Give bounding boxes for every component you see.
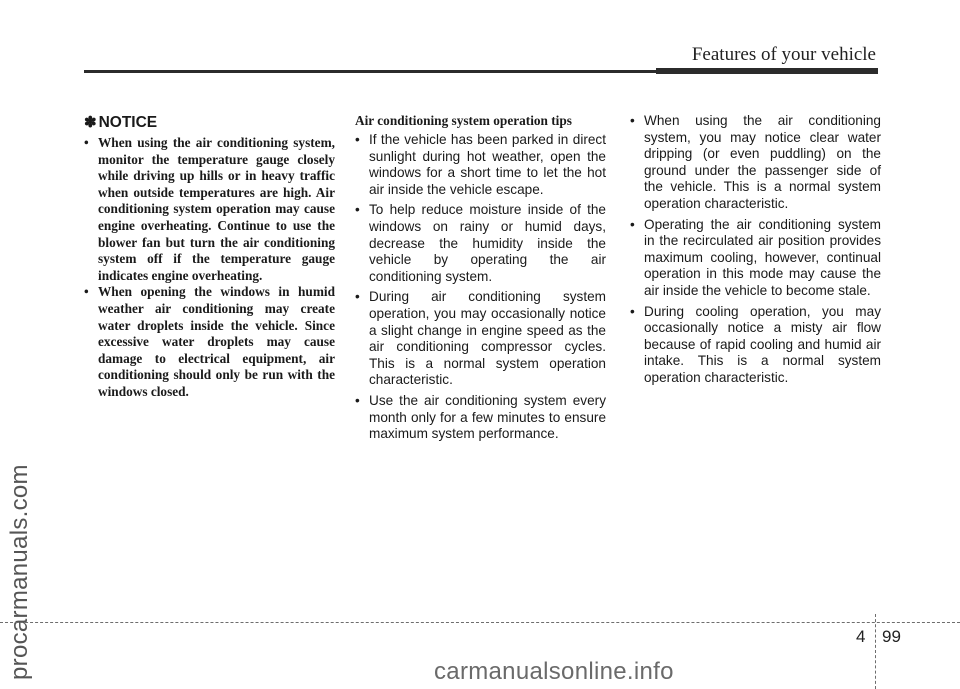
footer-rule	[0, 622, 960, 623]
more-tips-column	[630, 113, 881, 391]
tips-heading: Air conditioning system operation tips	[355, 113, 572, 128]
header-rule-accent	[656, 68, 878, 74]
tip-item: • To help reduce moisture inside of the windows on rainy or humid days, decrease the humidity inside the vehicle by operating the air conditioning system.	[355, 202, 606, 285]
notice-item: • When opening the windows in humid weather air conditioning may create water droplets inside the vehicle. Since excessive water droplets may cause damage to electrical equipment, air conditioning should only be run with the windows closed.	[84, 284, 335, 400]
notice-item: • When using the air conditioning system, monitor the temperature gauge closely while driving up hills or in heavy traffic when outside temperatures are high. Air conditioning system operation may cause engine overheating. Continue to use the blower fan but turn the air conditioning system off if the temperature gauge indicates engine overheating.	[84, 135, 335, 284]
watermark-left-text: procarmanuals.com	[6, 464, 33, 680]
notice-heading	[84, 113, 335, 132]
notice-column	[84, 113, 335, 401]
page-number-divider	[875, 614, 876, 689]
tip-item: • During cooling operation, you may occasionally notice a misty air flow because of rapid cooling and humid air intake. This is a normal system operation characteristic.	[630, 304, 881, 387]
chapter-number: 4	[856, 627, 866, 646]
notice-title: NOTICE	[98, 114, 158, 131]
notice-list	[84, 135, 335, 401]
tip-item: • During air conditioning system operation, you may occasionally notice a slight change in engine speed as the air conditioning compressor cycles. This is a normal system operation characteristic.	[355, 289, 606, 389]
watermark-bottom[interactable]: carmanualsonline.info	[434, 658, 674, 685]
tip-item: • If the vehicle has been parked in direct sunlight during hot weather, open the windows for a short time to let the hot air inside the vehicle escape.	[355, 132, 606, 198]
tips-column	[355, 113, 606, 447]
page-number: 99	[882, 627, 901, 646]
tip-item: • Operating the air conditioning system in the recirculated air position provides maximum cooling, however, continual operation in this mode may cause the air inside the vehicle to become stale.	[630, 217, 881, 300]
notice-star-icon: ✽	[84, 114, 97, 131]
header-title: Features of your vehicle	[691, 44, 876, 65]
tip-item: • When using the air conditioning system, you may notice clear water dripping (or even puddling) on the ground under the passenger side of the vehicle. This is a normal system operation characteristic.	[630, 113, 881, 213]
watermark-left	[2, 464, 42, 680]
tip-item: • Use the air conditioning system every month only for a few minutes to ensure maximum system performance.	[355, 393, 606, 443]
more-tips-list	[630, 113, 881, 387]
tips-list	[355, 132, 606, 443]
